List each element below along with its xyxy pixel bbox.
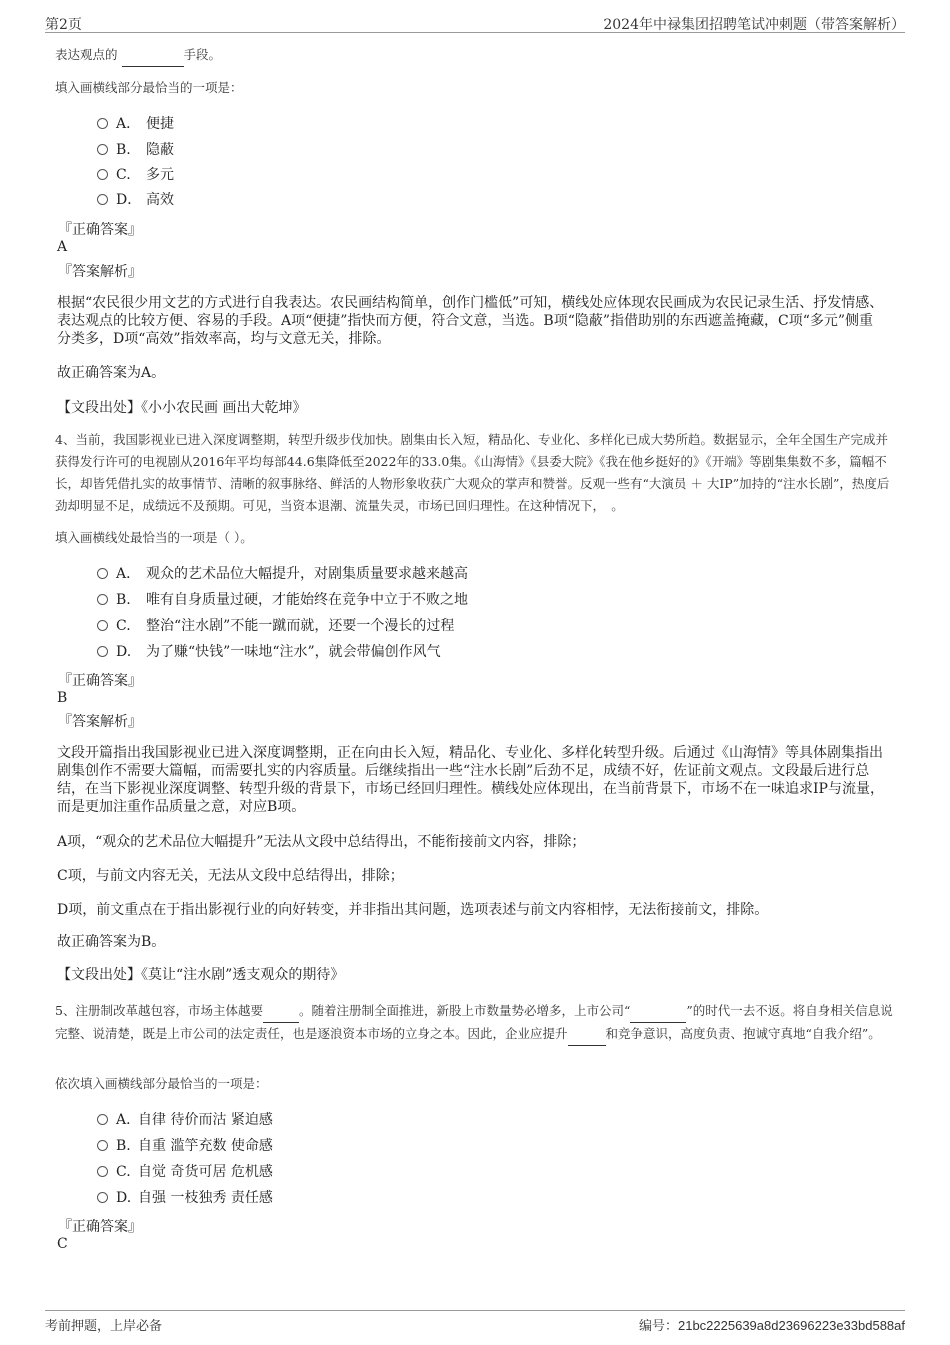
q3-answer-label: 『正确答案』 [58, 222, 142, 238]
q3-analysis-label: 『答案解析』 [58, 264, 142, 280]
option-text: 观众的艺术品位大幅提升，对剧集质量要求越来越高 [146, 566, 468, 582]
q3-tail-after: 手段。 [183, 47, 222, 62]
q4-note-d: D项，前文重点在于指出影视行业的向好转变，并非指出其问题，选项表述与前文内容相悖，无法衔接前文，排除。 [57, 902, 769, 918]
radio-icon[interactable] [97, 1166, 108, 1177]
q5-prompt: 依次填入画横线部分最恰当的一项是： [55, 1076, 268, 1091]
q5-answer: C [57, 1236, 68, 1252]
radio-icon[interactable] [97, 1140, 108, 1151]
option-text: 唯有自身质量过硬，才能始终在竞争中立于不败之地 [146, 592, 468, 608]
radio-icon[interactable] [97, 620, 108, 631]
q4-option-b[interactable] [97, 590, 468, 610]
option-letter: B. [116, 142, 131, 158]
q4-option-d[interactable] [97, 642, 441, 662]
q4-analysis-label: 『答案解析』 [58, 714, 142, 730]
option-letter: A． [116, 1112, 141, 1128]
q4-source: 【文段出处】《莫让“注水剧”透支观众的期待》 [57, 967, 345, 983]
q4-answer-label: 『正确答案』 [58, 673, 142, 689]
footer-code [639, 1315, 905, 1334]
radio-icon[interactable] [97, 169, 108, 180]
q3-option-d[interactable] [97, 190, 174, 210]
option-text: 为了赚“快钱”一味地“注水”，就会带偏创作风气 [146, 644, 441, 660]
option-letter: A． [116, 566, 141, 582]
footer-code-value: 21bc2225639a8d23696223e33bd588af [677, 1318, 905, 1333]
q5-option-d[interactable] [97, 1188, 273, 1208]
radio-icon[interactable] [97, 594, 108, 605]
radio-icon[interactable] [97, 194, 108, 205]
q4-answer: B [57, 690, 68, 706]
option-text: 自觉 奇货可居 危机感 [138, 1164, 273, 1180]
radio-icon[interactable] [97, 118, 108, 129]
radio-icon[interactable] [97, 646, 108, 657]
q5-stem-part2: 。随着注册制全面推进，新股上市数量势必增多，上市公司“ [298, 1003, 631, 1018]
option-letter: D. [116, 644, 132, 660]
q3-conclusion: 故正确答案为A。 [57, 365, 166, 381]
option-letter: D. [116, 1190, 132, 1206]
q4-note-a: A项，“观众的艺术品位大幅提升”无法从文段中总结得出，不能衔接前文内容，排除； [57, 834, 586, 850]
q5-blank-1 [263, 1000, 299, 1023]
option-letter: B. [116, 592, 131, 608]
q5-stem [55, 1000, 895, 1046]
q4-conclusion: 故正确答案为B。 [57, 934, 166, 950]
q4-note-c: C项，与前文内容无关，无法从文段中总结得出，排除； [57, 868, 404, 884]
radio-icon[interactable] [97, 1114, 108, 1125]
q5-stem-part1: 5、注册制改革越包容，市场主体越要 [55, 1003, 263, 1018]
page-header [45, 12, 905, 33]
option-text: 隐蔽 [146, 142, 174, 158]
q3-answer: A [57, 239, 68, 255]
option-letter: C. [116, 167, 131, 183]
q3-option-c[interactable] [97, 165, 174, 185]
option-letter: B. [116, 1138, 131, 1154]
option-letter: A． [116, 116, 141, 132]
q4-option-a[interactable] [97, 564, 468, 584]
footer-code-label: 编号： [638, 1319, 678, 1334]
q5-option-a[interactable] [97, 1110, 273, 1130]
radio-icon[interactable] [97, 1192, 108, 1203]
q5-answer-label: 『正确答案』 [58, 1219, 142, 1235]
option-text: 多元 [146, 167, 174, 183]
q3-source: 【文段出处】《小小农民画 画出大乾坤》 [57, 400, 307, 416]
radio-icon[interactable] [97, 568, 108, 579]
q3-blank [122, 44, 184, 67]
page-number: 第2页 [45, 17, 82, 33]
option-text: 自律 待价而沽 紧迫感 [138, 1112, 273, 1128]
q5-blank-3 [568, 1023, 606, 1046]
q3-prompt: 填入画横线部分最恰当的一项是： [55, 80, 243, 95]
q5-stem-part3: ”的时代一去不返。将自身相关信息说完整、说清楚，既是上市公司的法定责任，也是逐浪资本市场的立身之本。因此，企业应提升 [55, 1003, 893, 1041]
q5-option-c[interactable] [97, 1162, 273, 1182]
document-title: 2024年中禄集团招聘笔试冲刺题（带答案解析） [603, 17, 905, 33]
option-text: 便捷 [146, 116, 174, 132]
option-text: 整治“注水剧”不能一蹴而就，还要一个漫长的过程 [146, 618, 455, 634]
q3-option-b[interactable] [97, 140, 174, 160]
radio-icon[interactable] [97, 144, 108, 155]
page-footer [45, 1310, 905, 1335]
option-text: 高效 [146, 192, 174, 208]
option-letter: D． [116, 192, 142, 208]
option-text: 自强 一枝独秀 责任感 [138, 1190, 273, 1206]
q5-option-b[interactable] [97, 1136, 273, 1156]
option-letter: C. [116, 618, 131, 634]
q3-option-a[interactable] [97, 114, 174, 134]
q4-option-c[interactable] [97, 616, 454, 636]
q5-stem-part4: 和竞争意识，高度负责、抱诚守真地“自我介绍”。 [605, 1026, 881, 1041]
q3-stem-tail [55, 44, 221, 67]
footer-slogan: 考前押题，上岸必备 [45, 1319, 163, 1334]
option-letter: C. [116, 1164, 131, 1180]
q4-analysis: 文段开篇指出我国影视业已进入深度调整期，正在向由长入短，精品化、专业化、多样化转型升级。后通过《山海情》等具体剧集指出剧集创作不需要大篇幅，而需要扎实的内容质量。后继续指出一些“注水长剧”后劲不足，成绩不好，佐证前文观点。文段最后进行总结，在当下影视业深度调整、转型升级的背景下，市场已经回归理性。横线处应体现出，在当前背景下，市场不在一味追求IP与流量，而是更加注重作品质量之意，对应B项。 [57, 745, 884, 815]
q4-prompt: 填入画横线处最恰当的一项是（ ）。 [55, 530, 253, 545]
q3-tail-before: 表达观点的 [55, 47, 118, 62]
q5-blank-2 [630, 1000, 686, 1023]
option-text: 自重 滥竽充数 使命感 [138, 1138, 273, 1154]
q3-analysis: 根据“农民很少用文艺的方式进行自我表达。农民画结构简单，创作门槛低”可知，横线处应体现农民画成为农民记录生活、抒发情感、表达观点的比较方便、容易的手段。A项“便捷”指快而方便，符合文意，当选。B项“隐蔽”指借助别的东西遮盖掩藏，C项“多元”侧重分类多，D项“高效”指效率高，均与文意无关，排除。 [57, 295, 884, 347]
q4-stem: 4、当前，我国影视业已进入深度调整期，转型升级步伐加快。剧集由长入短，精品化、专业化、多样化已成大势所趋。数据显示，全年全国生产完成并获得发行许可的电视剧从2016年平均每部44.6集降低至2022年的33.0集。《山海情》《县委大院》《我在他乡挺好的》《开端》等剧集集数不多，篇幅不长，却皆凭借扎实的故事情节、清晰的叙事脉络、鲜活的人物形象收获广大观众的掌声和赞誉。反观一些有“大演员 ＋ 大IP”加持的“注水长剧”，热度后劲却明显不足，成绩远不及预期。可见，当资本退潮、流量失灵，市场已回归理性。在这种情况下， 。 [55, 432, 890, 513]
